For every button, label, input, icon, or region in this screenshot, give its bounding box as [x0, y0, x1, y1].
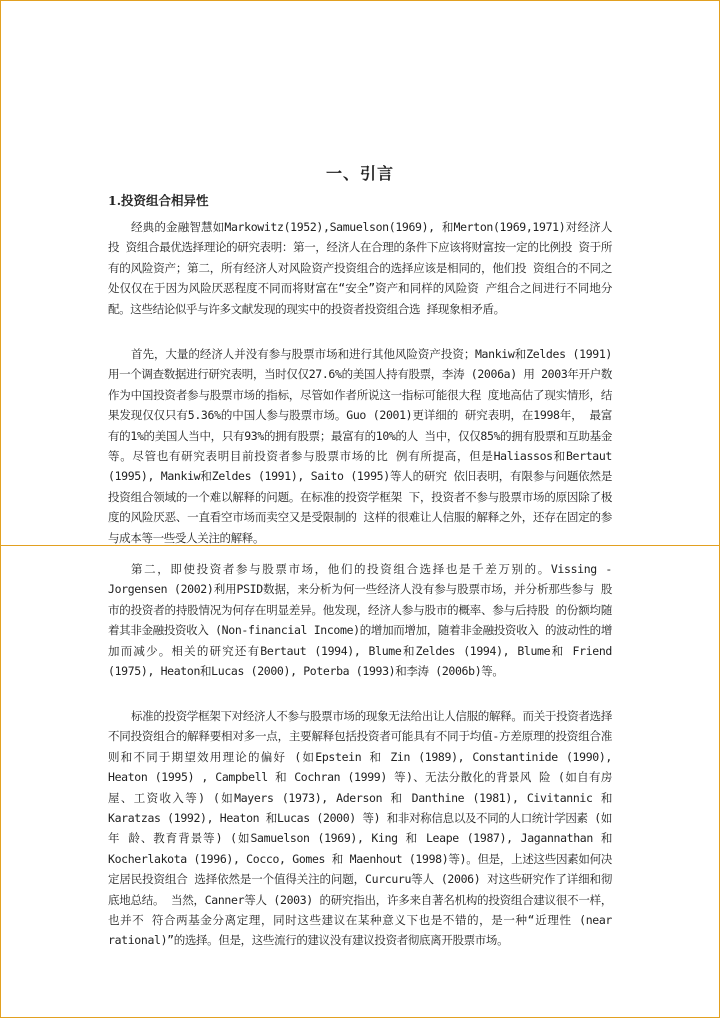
paragraph-4: 标准的投资学框架下对经济人不参与股票市场的现象无法给出让人信服的解释。而关于投资者选择不同投资组合的解释要相对多一点，主要解释包括投资者可能具有不同于均值-方差原理的投资组合准则和不同于期望效用理论的偏好 (如Epstein 和 Zin (1989), Constantinide (1990), Heaton (1995) , Campbell 和 Cochran (1999) 等)、无法分散化的背景风 险 (如自有房屋、工资收入等) (如Mayers (1973), Aderson 和 Danthine (1981), Civitannic 和 Karatzas (1992), Heaton 和Lucas (2000) 等) 和非对称信息以及不同的人口统计学因素 (如年 龄、教育背景等) (如Samuelson (1969), King 和 Leape (1987), Jagannathan 和 Kocherlakota (1996), Cocco, Gomes 和 Maenhout (1998)等)。但是，上述这些因素如何决定居民投资组合 选择依然是一个值得关注的问题，Curcuru等人 (2006) 对这些研究作了详细和彻底地总结。 当然，Canner等人 (2003) 的研究指出，许多来自著名机构的投资组合建议很不一样，也并不 符合两基金分离定理，同时这些建议在某种意义下也是不错的，是一种“近理性 (near rational)”的选择。但是，这些流行的建议没有建议投资者彻底离开股票市场。 [108, 709, 612, 948]
paragraph-3: 第二，即使投资者参与股票市场，他们的投资组合选择也是千差万别的。Vissing - Jorgensen (2002)利用PSID数据，来分析为何一些经济人没有参与股票市场，并分析那些参与 股市的投资者的持股情况为何存在明显差异。他发现，经济人参与股市的概率、参与后持股 的份额均随着其非金融投资收入 (Non-financial Income)的增加而增加，随着非金融投资收入 的波动性的增加而减少。相关的研究还有Bertaut (1994), Blume和Zeldes (1994), Blume和 Friend (1975), Heaton和Lucas (2000), Poterba (1993)和李涛 (2006b)等。 [108, 562, 612, 679]
page-border-left [0, 0, 1, 1018]
paragraph-1: 经典的金融智慧如Markowitz(1952),Samuelson(1969), 和Merton(1969,1971)对经济人投 资组合最优选择理论的研究表明：第一，经济人在合理的条件下应该将财富按一定的比例投 资于所有的风险资产；第二，所有经济人对风险资产投资组合的选择应该是相同的，他们投 资组合的不同之处仅仅在于因为风险厌恶程度不同而将财富在“安全”资产和同样的风险资 产组合之间进行不同地分配。这些结论似乎与许多文献发现的现实中的投资者投资组合选 择现象相矛盾。 [108, 220, 612, 316]
subsection-heading: 1.投资组合相异性 [108, 193, 209, 208]
page-border-top [0, 0, 720, 1]
paragraph-2: 首先，大量的经济人并没有参与股票市场和进行其他风险资产投资；Mankiw和Zeldes (1991)用一个调查数据进行研究表明，当时仅仅27.6%的美国人持有股票，李涛 (2006a) 用 2003年开户数作为中国投资者参与股票市场的指标，尽管如作者所说这一指标可能很大程 度地高估了现实情形，结果发现仅仅只有5.36%的中国人参与股票市场。Guo (2001)更详细的 研究表明，在1998年， 最富有的1%的美国人当中，只有93%的拥有股票；最富有的10%的人 当中，仅仅85%的拥有股票和互助基金等。尽管也有研究表明目前投资者参与股票市场的比 例有所提高，但是Haliassos和Bertaut (1995), Mankiw和Zeldes (1991), Saito (1995)等人的研究 依旧表明，有限参与问题依然是投资组合领域的一个难以解释的问题。在标准的投资学框架 下，投资者不参与股票市场的原因除了极度的风险厌恶、一直看空市场而卖空又是受限制的 这样的很难让人信服的解释之外，还存在固定的参与成本等一些受人关注的解释。 [108, 347, 612, 545]
section-title: 一、引言 [325, 164, 394, 183]
